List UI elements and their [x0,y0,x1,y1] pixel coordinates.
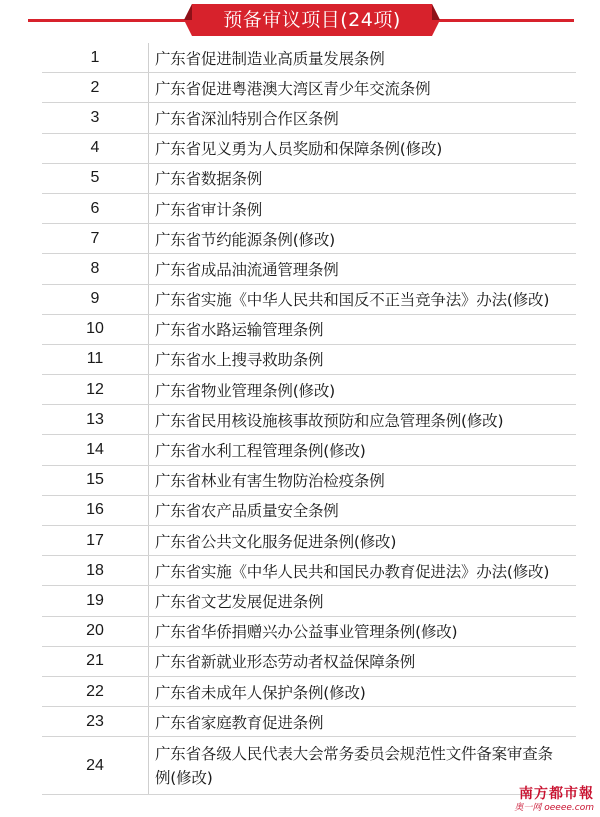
section-header [0,0,600,40]
row-title: 广东省实施《中华人民共和国反不正当竞争法》办法(修改) [155,291,550,310]
row-number: 7 [90,229,100,247]
column-divider [148,677,149,706]
row-number: 18 [86,561,104,579]
row-number: 23 [86,712,104,730]
column-divider [148,224,149,253]
items-table [42,43,576,795]
row-title: 广东省水利工程管理条例(修改) [155,442,366,461]
row-number: 9 [90,290,100,308]
column-divider [148,73,149,102]
table-row [42,556,576,586]
table-row [42,224,576,254]
table-row [42,315,576,345]
table-row [42,73,576,103]
table-row [42,285,576,315]
column-divider [148,405,149,434]
column-divider [148,103,149,132]
row-number: 5 [90,169,100,187]
watermark-site-text: 奥一网 oeeee.com [514,803,594,813]
row-title: 广东省未成年人保护条例(修改) [155,683,366,702]
column-divider [148,315,149,344]
row-title: 广东省数据条例 [155,170,263,189]
row-title: 广东省华侨捐赠兴办公益事业管理条例(修改) [155,623,458,642]
watermark [482,783,594,813]
column-divider [148,435,149,464]
row-title: 广东省节约能源条例(修改) [155,230,335,249]
row-title: 广东省促进粤港澳大湾区青少年交流条例 [155,79,431,98]
column-divider [148,586,149,615]
table-row [42,496,576,526]
table-row [42,254,576,284]
row-number: 20 [86,622,104,640]
row-number: 13 [86,410,104,428]
row-title: 广东省促进制造业高质量发展条例 [155,49,385,68]
header-tab [184,4,440,36]
column-divider [148,496,149,525]
page-title: 预备审议项目(24项) [223,9,401,31]
table-row [42,103,576,133]
column-divider [148,285,149,314]
row-number: 15 [86,471,104,489]
row-title: 广东省物业管理条例(修改) [155,381,335,400]
column-divider [148,194,149,223]
table-row [42,526,576,556]
table-row [42,345,576,375]
column-divider [148,375,149,404]
table-row [42,707,576,737]
row-title: 广东省林业有害生物防治检疫条例 [155,472,385,491]
table-row [42,405,576,435]
row-title: 广东省各级人民代表大会常务委员会规范性文件备案审查条例(修改) [155,744,553,787]
row-number: 11 [86,350,104,368]
column-divider [148,345,149,374]
row-number: 22 [86,682,104,700]
table-row [42,134,576,164]
row-number: 1 [90,48,100,66]
row-title: 广东省新就业形态劳动者权益保障条例 [155,653,416,672]
column-divider [148,526,149,555]
column-divider [148,134,149,163]
column-divider [148,617,149,646]
row-number: 24 [86,756,104,774]
row-number: 12 [86,380,104,398]
row-number: 10 [86,320,104,338]
table-row [42,586,576,616]
row-title: 广东省家庭教育促进条例 [155,713,324,732]
row-number: 4 [90,139,100,157]
row-title: 广东省水路运输管理条例 [155,321,324,340]
row-title: 广东省审计条例 [155,200,263,219]
table-row [42,43,576,73]
row-title: 广东省见义勇为人员奖励和保障条例(修改) [155,140,443,159]
table-row [42,375,576,405]
row-number: 8 [90,259,100,277]
row-number: 16 [86,501,104,519]
table-row [42,647,576,677]
column-divider [148,254,149,283]
table-row [42,617,576,647]
column-divider [148,647,149,676]
table-row [42,435,576,465]
table-row [42,466,576,496]
table-row [42,164,576,194]
row-number: 3 [90,108,100,126]
row-title: 广东省实施《中华人民共和国民办教育促进法》办法(修改) [155,562,550,581]
row-title: 广东省农产品质量安全条例 [155,502,339,521]
column-divider [148,737,149,794]
table-row [42,194,576,224]
row-title: 广东省深汕特别合作区条例 [155,109,339,128]
row-number: 14 [86,441,104,459]
row-number: 2 [90,78,100,96]
column-divider [148,466,149,495]
row-title: 广东省成品油流通管理条例 [155,260,339,279]
column-divider [148,556,149,585]
row-number: 6 [90,199,100,217]
column-divider [148,707,149,736]
table-row [42,677,576,707]
row-title: 广东省水上搜寻救助条例 [155,351,324,370]
watermark-logo-text: 南方都市報 [519,786,594,802]
column-divider [148,164,149,193]
row-number: 17 [86,531,104,549]
column-divider [148,43,149,72]
row-number: 21 [86,652,104,670]
row-title: 广东省文艺发展促进条例 [155,592,324,611]
row-number: 19 [86,591,104,609]
row-title: 广东省民用核设施核事故预防和应急管理条例(修改) [155,411,504,430]
row-title: 广东省公共文化服务促进条例(修改) [155,532,397,551]
